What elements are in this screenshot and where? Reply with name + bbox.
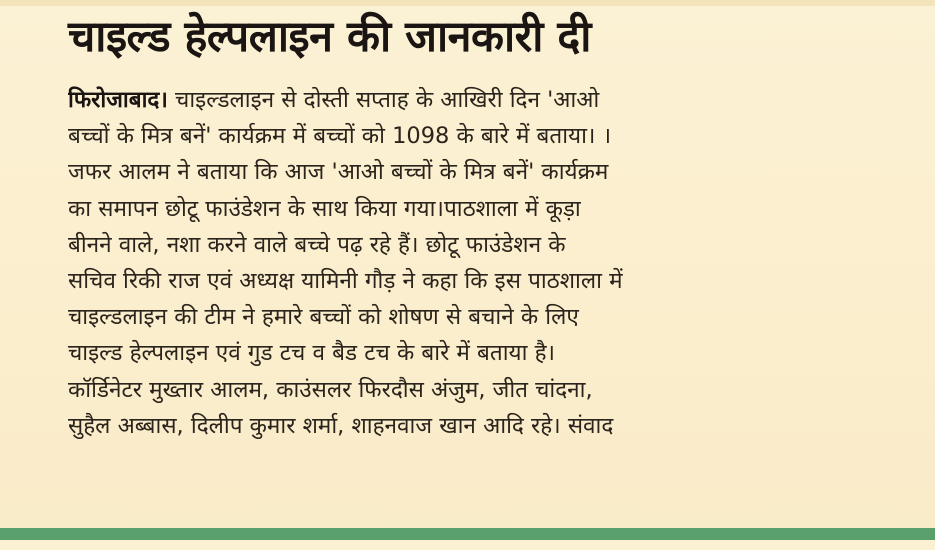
body-line-8: चाइल्ड हेल्पलाइन एवं गुड टच व बैड टच के बारे में बताया है। [68,340,556,367]
body-line-1-text: चाइल्डलाइन से दोस्ती सप्ताह के आखिरी दिन 'आओ [167,87,600,113]
body-line-6: सचिव रिकी राज एवं अध्यक्ष यामिनी गौड़ ने कहा कि इस पाठशाला में [68,267,623,294]
body-line-7: चाइल्डलाइन की टीम ने हमारे बच्चों को शोषण से बचाने के लिए [68,304,579,331]
article-body [68,82,898,444]
green-divider-rule [0,528,935,540]
body-line-2: बच्चों के मित्र बनें' कार्यक्रम में बच्चों को 1098 के बारे में बताया। । [68,123,612,150]
body-line-1 [68,82,898,118]
body-line-10: सुहैल अब्बास, दिलीप कुमार शर्मा, शाहनवाज खान आदि रहे। संवाद [68,412,614,439]
body-line-4: का समापन छोटू फाउंडेशन के साथ किया गया।पाठशाला में कूड़ा [68,195,581,222]
body-line-9: कॉर्डिनेटर मुख्तार आलम, काउंसलर फिरदौस अंजुम, जीत चांदना, [68,376,593,403]
body-line-5: बीनने वाले, नशा करने वाले बच्चे पढ़ रहे हैं। छोटू फाउंडेशन के [68,231,566,258]
bottom-edge [0,540,935,550]
body-line-3: जफर आलम ने बताया कि आज 'आओ बच्चों के मित्र बनें' कार्यक्रम [68,159,609,186]
dateline: फिरोजाबाद। [68,87,168,113]
headline: चाइल्ड हेल्पलाइन की जानकारी दी [68,12,591,62]
